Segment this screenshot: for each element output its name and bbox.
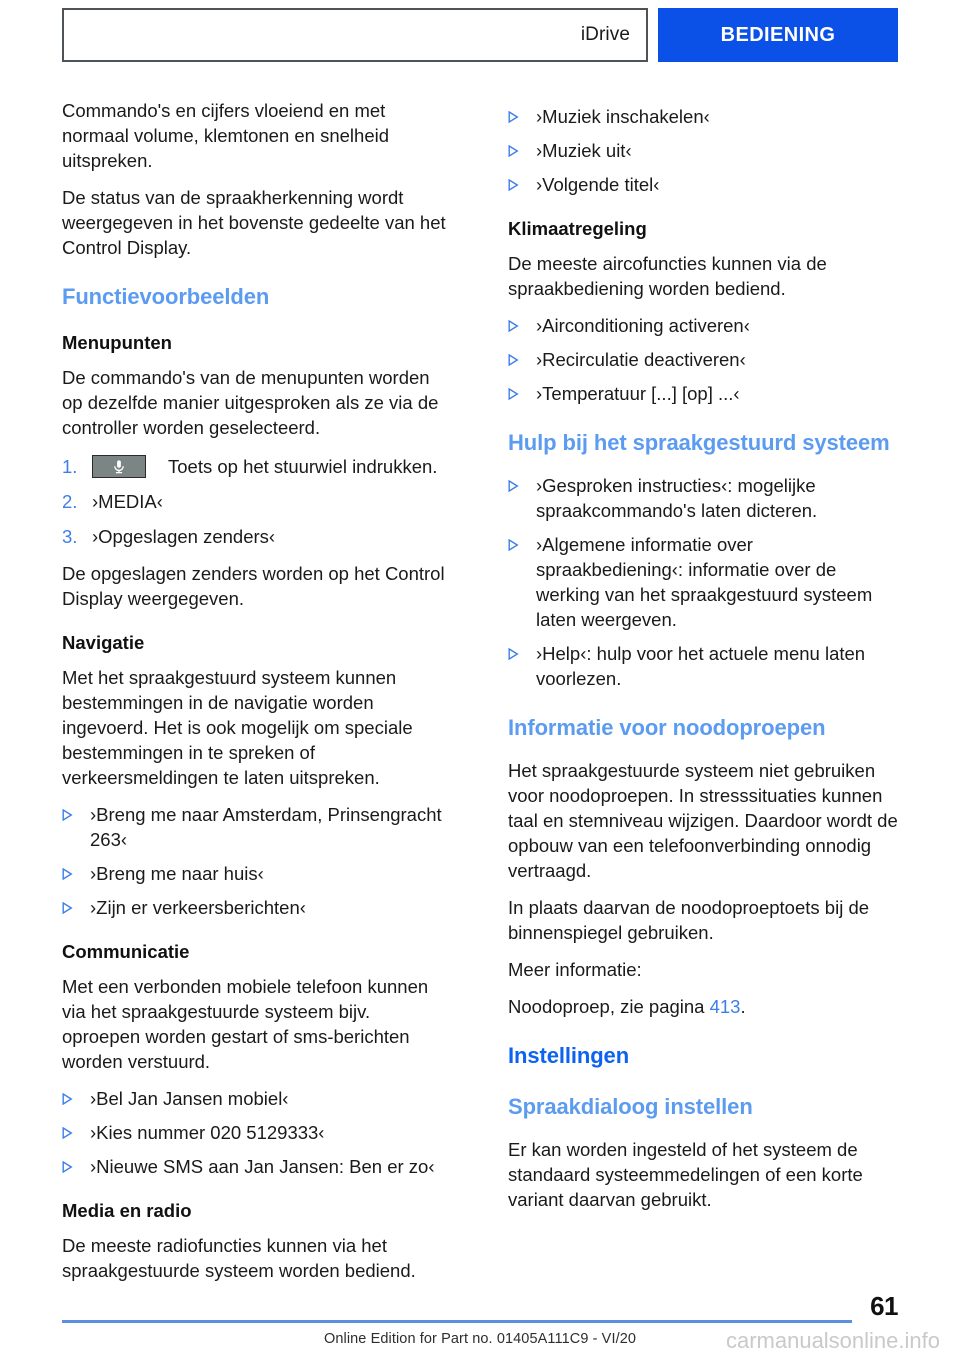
list-item xyxy=(62,895,452,920)
noodoproepen-paragraph-3: Meer informatie: xyxy=(508,959,642,980)
list-item xyxy=(62,861,452,886)
list-item-label: ›Muziek uit‹ xyxy=(536,140,632,161)
step-number: 1. xyxy=(62,456,78,477)
page-reference-link[interactable]: 413 xyxy=(709,996,741,1017)
triangle-bullet-icon xyxy=(508,381,536,400)
step-item xyxy=(62,454,452,479)
step-item xyxy=(62,524,452,549)
page-content xyxy=(62,98,898,1283)
subheading-klimaatregeling: Klimaatregeling xyxy=(508,218,647,239)
subsection-heading-spraakdialoog: Spraakdialoog instellen xyxy=(508,1094,753,1119)
subheading-communicatie: Communicatie xyxy=(62,941,190,962)
instellingen-paragraph: Er kan worden ingesteld of het systeem de standaard systeemmedelingen of een korte variant daarvan gebruikt. xyxy=(508,1139,863,1210)
menupunten-steps xyxy=(62,454,452,549)
section-heading-functievoorbeelden: Functievoorbeelden xyxy=(62,284,270,309)
hulp-bullet-list xyxy=(508,473,898,691)
navigatie-paragraph: Met het spraakgestuurd systeem kunnen bestemmingen in de navigatie worden ingevoerd. Het is ook mogelijk om speciale bestemmingen in te spreken of verkeersmeldingen te laten uitspreken. xyxy=(62,667,413,788)
klimaat-bullet-list xyxy=(508,313,898,406)
triangle-bullet-icon xyxy=(508,641,536,660)
step-text: Toets op het stuurwiel indrukken. xyxy=(168,456,438,477)
media-paragraph: De meeste radiofuncties kunnen via het spraakgestuurde systeem worden bediend. xyxy=(62,1235,416,1281)
list-item-label: ›Volgende titel‹ xyxy=(536,174,660,195)
triangle-bullet-icon xyxy=(508,138,536,157)
breadcrumb-label: iDrive xyxy=(580,24,630,45)
list-item-label: ›Breng me naar Amsterdam, Prinsengracht 263‹ xyxy=(90,804,442,850)
list-item-label: ›Recirculatie deactiveren‹ xyxy=(536,349,746,370)
left-column xyxy=(62,98,452,1283)
page-number: 61 xyxy=(870,1291,898,1321)
list-item-label: ›Help‹: hulp voor het actuele menu laten voorlezen. xyxy=(536,643,866,689)
microphone-icon[interactable] xyxy=(92,455,146,478)
list-item xyxy=(508,381,898,406)
triangle-bullet-icon xyxy=(508,347,536,366)
step-text: ›Opgeslagen zenders‹ xyxy=(92,526,276,547)
list-item xyxy=(508,138,898,163)
triangle-bullet-icon xyxy=(508,172,536,191)
triangle-bullet-icon xyxy=(508,532,536,551)
media-bullet-list xyxy=(508,104,898,197)
page-header xyxy=(62,8,898,62)
list-item-label: ›Nieuwe SMS aan Jan Jansen: Ben er zo‹ xyxy=(90,1156,435,1177)
site-watermark: carmanualsonline.info xyxy=(725,1328,940,1353)
list-item xyxy=(62,1154,452,1179)
triangle-bullet-icon xyxy=(62,861,90,880)
step-item xyxy=(62,489,452,514)
list-item xyxy=(508,473,898,523)
menupunten-after-steps: De opgeslagen zenders worden op het Control Display weergegeven. xyxy=(62,563,445,609)
list-item xyxy=(508,347,898,372)
list-item xyxy=(508,641,898,691)
noodoproepen-paragraph-2: In plaats daarvan de noodoproeptoets bij de binnenspiegel gebruiken. xyxy=(508,897,870,943)
header-chapter-tab xyxy=(658,8,898,62)
section-heading-instellingen: Instellingen xyxy=(508,1043,630,1068)
list-item-label: ›Muziek inschakelen‹ xyxy=(536,106,710,127)
step-number: 2. xyxy=(62,491,78,512)
triangle-bullet-icon xyxy=(62,802,90,821)
navigatie-bullet-list xyxy=(62,802,452,920)
right-column xyxy=(508,98,898,1283)
list-item-label: ›Temperatuur [...] [op] ...‹ xyxy=(536,383,740,404)
reference-suffix: . xyxy=(740,996,746,1017)
triangle-bullet-icon xyxy=(62,1154,90,1173)
footer-divider xyxy=(62,1320,852,1323)
noodoproep-page-reference xyxy=(508,994,898,1019)
noodoproepen-paragraph-1: Het spraakgestuurde systeem niet gebruiken voor noodoproepen. In stresssituaties kunnen taal en stemniveau wijzigen. Daardoor wordt de opbouw van een telefoonverbinding onnodig vertraagd. xyxy=(508,760,898,881)
header-breadcrumb-box xyxy=(62,8,648,62)
triangle-bullet-icon xyxy=(508,473,536,492)
subheading-media-en-radio: Media en radio xyxy=(62,1200,192,1221)
triangle-bullet-icon xyxy=(508,313,536,332)
section-heading-noodoproepen: Informatie voor noodoproepen xyxy=(508,715,826,740)
triangle-bullet-icon xyxy=(508,104,536,123)
intro-paragraph-2: De status van de spraakherkenning wordt weergegeven in het bovenste gedeelte van het Control Display. xyxy=(62,187,446,258)
list-item xyxy=(62,1120,452,1145)
edition-note: Online Edition for Part no. 01405A111C9 - VI/20 xyxy=(323,1331,637,1347)
list-item xyxy=(508,172,898,197)
klimaat-paragraph: De meeste aircofuncties kunnen via de spraakbediening worden bediend. xyxy=(508,253,827,299)
list-item xyxy=(508,104,898,129)
list-item-label: ›Gesproken instructies‹: mogelijke spraakcommando's laten dicteren. xyxy=(536,475,818,521)
menupunten-paragraph: De commando's van de menupunten worden op dezelfde manier uitgesproken als ze via de controller worden geselecteerd. xyxy=(62,367,439,438)
list-item-label: ›Airconditioning activeren‹ xyxy=(536,315,750,336)
step-number: 3. xyxy=(62,526,78,547)
list-item xyxy=(508,313,898,338)
chapter-label: BEDIENING xyxy=(720,23,836,46)
subheading-menupunten: Menupunten xyxy=(62,332,172,353)
triangle-bullet-icon xyxy=(62,1120,90,1139)
subheading-navigatie: Navigatie xyxy=(62,632,145,653)
step-text: ›MEDIA‹ xyxy=(92,491,163,512)
list-item xyxy=(62,1086,452,1111)
section-heading-hulp: Hulp bij het spraakgestuurd systeem xyxy=(508,430,890,455)
list-item-label: ›Breng me naar huis‹ xyxy=(90,863,264,884)
reference-prefix: Noodoproep, zie pagina xyxy=(508,996,710,1017)
list-item-label: ›Zijn er verkeersberichten‹ xyxy=(90,897,306,918)
list-item-label: ›Algemene informatie over spraakbediening‹: informatie over de werking van het spraakgestuurd systeem laten weergeven. xyxy=(536,534,873,630)
intro-paragraph-1: Commando's en cijfers vloeiend en met normaal volume, klemtonen en snelheid uitspreken. xyxy=(62,100,390,171)
communicatie-paragraph: Met een verbonden mobiele telefoon kunnen via het spraakgestuurde systeem bijv. oproepen worden gestart of sms-berichten worden verstuurd. xyxy=(62,976,429,1072)
triangle-bullet-icon xyxy=(62,1086,90,1105)
communicatie-bullet-list xyxy=(62,1086,452,1179)
list-item-label: ›Bel Jan Jansen mobiel‹ xyxy=(90,1088,289,1109)
list-item xyxy=(62,802,452,852)
list-item xyxy=(508,532,898,632)
triangle-bullet-icon xyxy=(62,895,90,914)
list-item-label: ›Kies nummer 020 5129333‹ xyxy=(90,1122,325,1143)
